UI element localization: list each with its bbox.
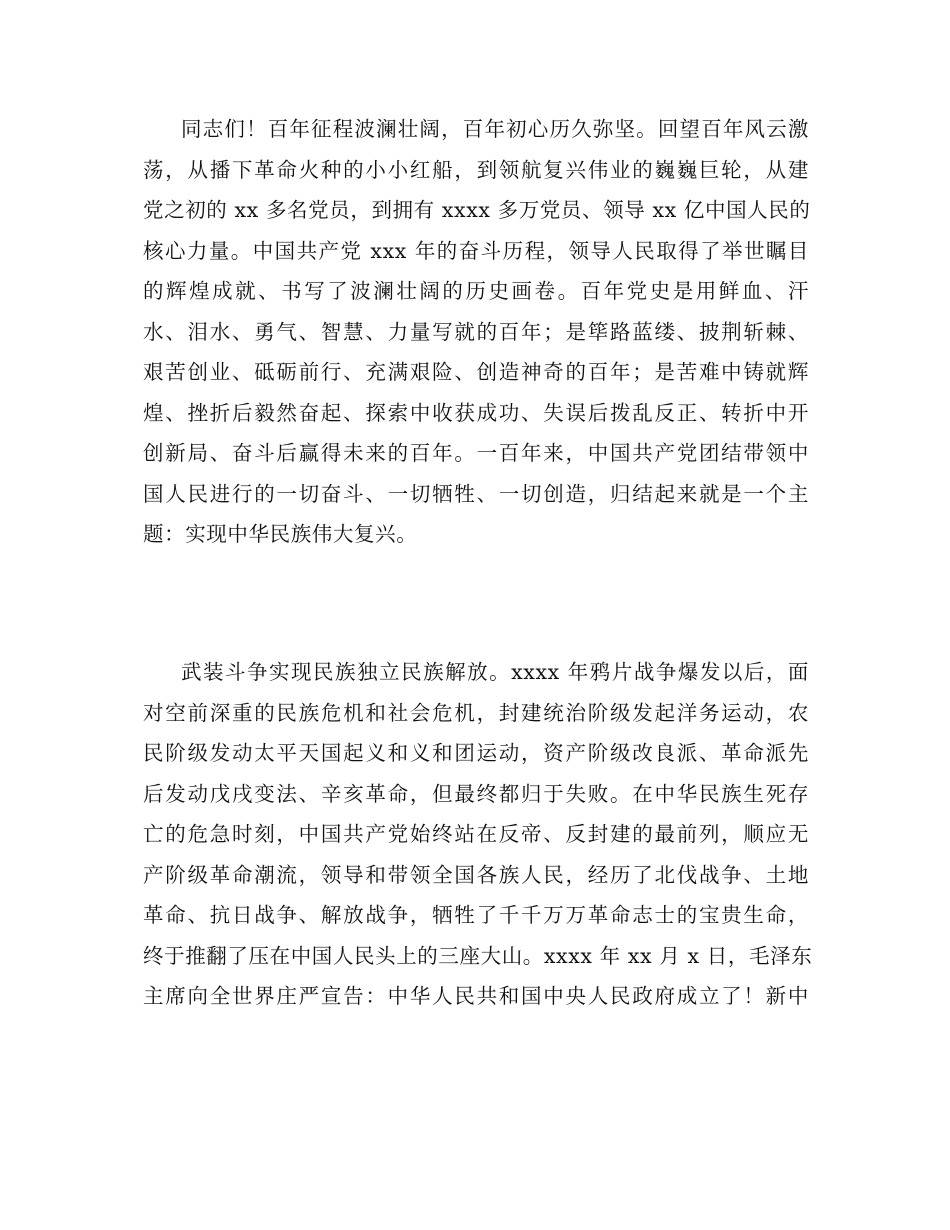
paragraph-line: 产阶级革命潮流，领导和带领全国各族人民，经历了北伐战争、土地 xyxy=(143,862,809,887)
paragraph-line: 革命、抗日战争、解放战争，牺牲了千千万万革命志士的宝贵生命， xyxy=(143,903,809,927)
paragraph-line: 煌、挫折后毅然奋起、探索中收获成功、失误后拨乱反正、转折中开 xyxy=(143,400,809,425)
paragraph-line: 同志们！百年征程波澜壮阔，百年初心历久弥坚。回望百年风云激 xyxy=(181,117,809,141)
paragraph-line: 对空前深重的民族危机和社会危机，封建统治阶级发起洋务运动，农 xyxy=(143,700,809,725)
paragraph-line: 亡的危急时刻，中国共产党始终站在反帝、反封建的最前列，顺应无 xyxy=(143,822,809,846)
paragraph-line: 主席向全世界庄严宣告：中华人民共和国中央人民政府成立了！新中 xyxy=(143,984,809,1008)
paragraph-line: 的辉煌成就、书写了波澜壮阔的历史画卷。百年党史是用鲜血、汗 xyxy=(143,279,809,303)
paragraph-line: 艰苦创业、砥砺前行、充满艰险、创造神奇的百年；是苦难中铸就辉 xyxy=(143,360,809,384)
paragraph-line: 党之初的 xx 多名党员，到拥有 xxxx 多万党员、领导 xx 亿中国人民的 xyxy=(143,198,811,222)
paragraph-line: 后发动戊戌变法、辛亥革命，但最终都归于失败。在中华民族生死存 xyxy=(143,781,809,806)
paragraph-1 xyxy=(143,109,809,555)
paragraph-line: 水、泪水、勇气、智慧、力量写就的百年；是筚路蓝缕、披荆斩棘、 xyxy=(143,319,809,344)
paragraph-line: 创新局、奋斗后赢得未来的百年。一百年来，中国共产党团结带领中 xyxy=(143,441,809,465)
paragraph-2 xyxy=(143,652,813,1017)
paragraph-line: 荡，从播下革命火种的小小红船，到领航复兴伟业的巍巍巨轮，从建 xyxy=(143,157,809,182)
paragraph-line: 终于推翻了压在中国人民头上的三座大山。xxxx 年 xx 月 x 日，毛泽东 xyxy=(143,943,813,968)
paragraph-line: 武装斗争实现民族独立民族解放。xxxx 年鸦片战争爆发以后，面 xyxy=(181,660,809,684)
paragraph-line: 核心力量。中国共产党 xxx 年的奋斗历程，领导人民取得了举世瞩目 xyxy=(143,238,809,263)
paragraph-line: 民阶级发动太平天国起义和义和团运动，资产阶级改良派、革命派先 xyxy=(143,741,809,765)
paragraph-line: 国人民进行的一切奋斗、一切牺牲、一切创造，归结起来就是一个主 xyxy=(143,481,809,506)
paragraph-line: 题：实现中华民族伟大复兴。 xyxy=(143,522,418,546)
